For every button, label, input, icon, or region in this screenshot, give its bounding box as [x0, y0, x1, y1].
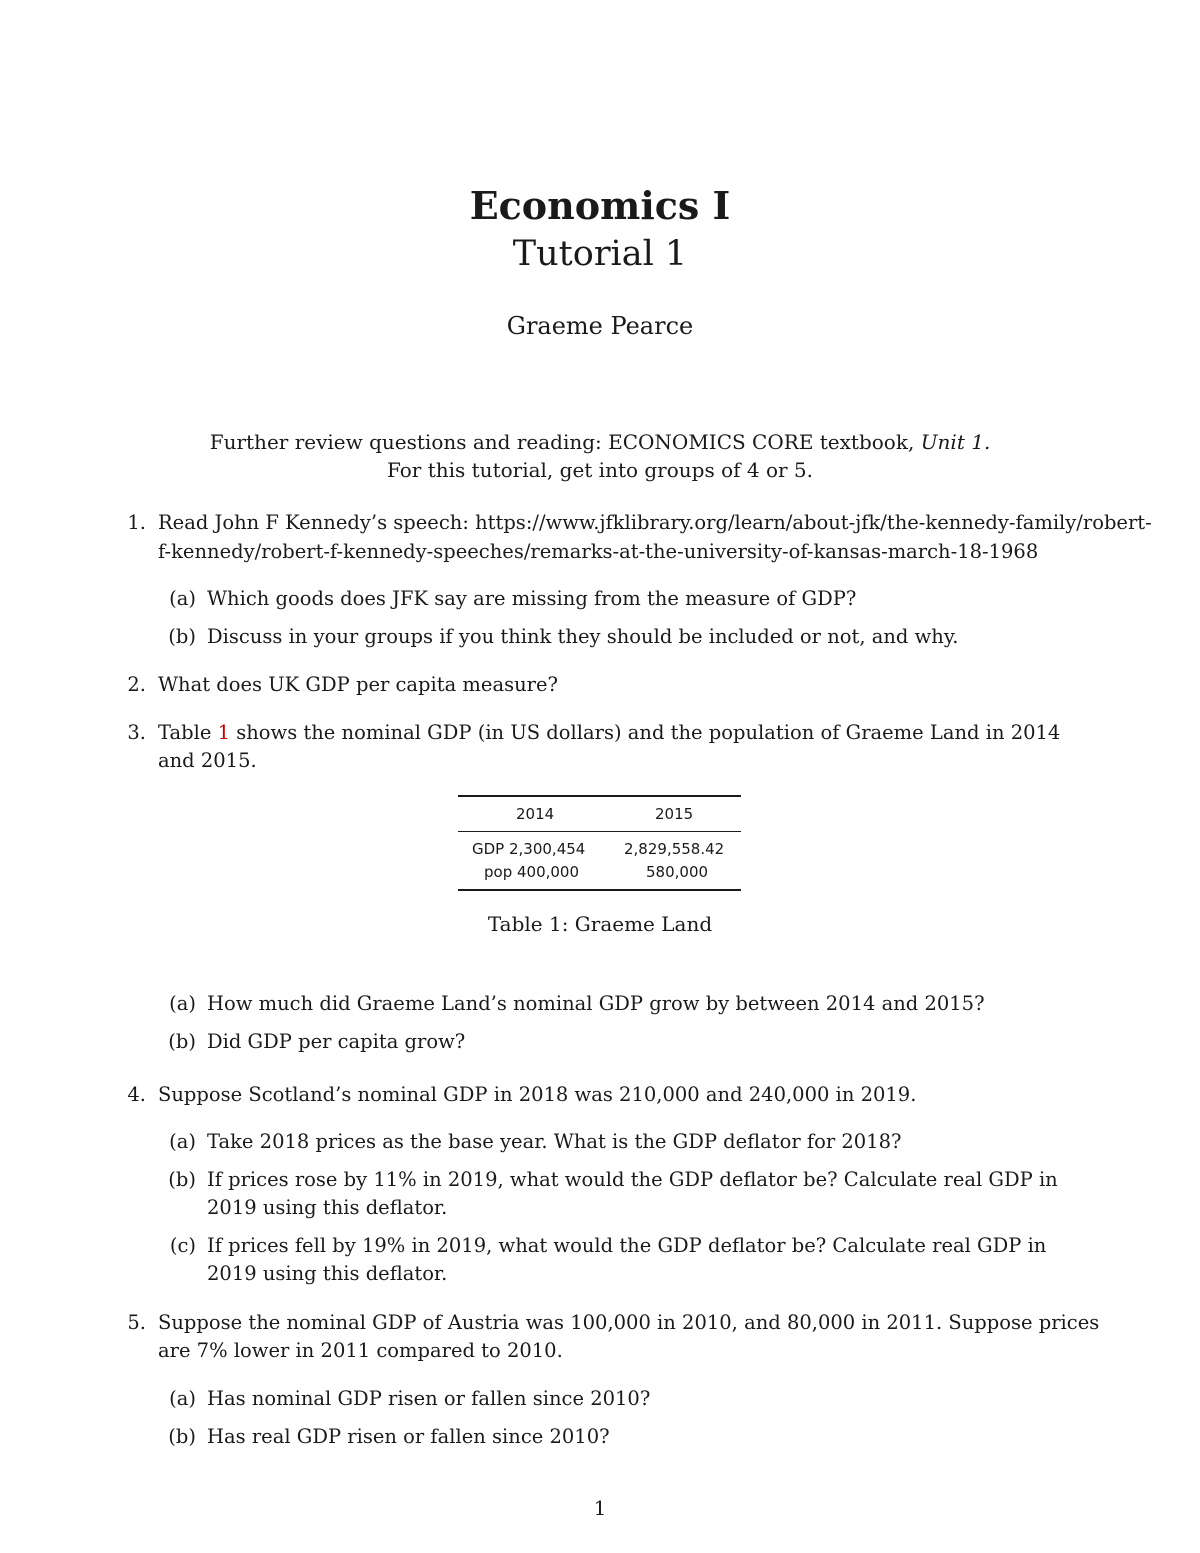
subquestion-text: Did GDP per capita grow? — [207, 1030, 466, 1053]
intro-reading-unit: Unit 1. — [920, 430, 991, 454]
subquestion-label: (b) — [168, 1030, 196, 1053]
subquestion-text: If prices fell by 19% in 2019, what would the GDP deflator be? Calculate real GDP in — [207, 1234, 1047, 1257]
question-text: Suppose the nominal GDP of Austria was 100,000 in 2010, and 80,000 in 2011. Suppose prices — [158, 1311, 1100, 1334]
question-text: What does UK GDP per capita measure? — [158, 673, 558, 696]
subquestion-text-continued: 2019 using this deflator. — [207, 1262, 448, 1285]
table-bottom-rule — [458, 889, 741, 891]
table-cell-pop-2015: 580,000 — [646, 863, 709, 881]
question-text: Read John F Kennedy’s speech: https://www.jfklibrary.org/learn/about-jfk/the-kennedy-family/robert- — [158, 511, 1152, 534]
question-number: 1. — [127, 511, 146, 534]
intro-reading-text: Further review questions and reading: ECONOMICS CORE textbook, — [209, 430, 921, 454]
intro-reading-line — [0, 428, 1200, 456]
question-text-continued: and 2015. — [158, 749, 257, 772]
question-text-continued: are 7% lower in 2011 compared to 2010. — [158, 1339, 563, 1362]
table-header-2015: 2015 — [655, 805, 694, 823]
subquestion-text: Has nominal GDP risen or fallen since 2010? — [207, 1387, 651, 1410]
document-title: Economics I — [469, 183, 731, 228]
table-top-rule — [458, 795, 741, 797]
table-caption: Table 1: Graeme Land — [487, 912, 713, 936]
question-text — [158, 719, 1060, 747]
table-cell-pop-2014: pop 400,000 — [484, 863, 580, 881]
subquestion-text: Discuss in your groups if you think they should be included or not, and why. — [207, 625, 959, 648]
question-number: 4. — [127, 1083, 146, 1106]
subquestion-label: (a) — [169, 587, 196, 610]
subquestion-label: (b) — [168, 1425, 196, 1448]
question-text-end: shows the nominal GDP (in US dollars) and the population of Graeme Land in 2014 — [230, 721, 1061, 744]
subquestion-label: (b) — [168, 1168, 196, 1191]
question-number: 2. — [127, 673, 146, 696]
subquestion-text: Has real GDP risen or fallen since 2010? — [207, 1425, 610, 1448]
table-reference-link[interactable]: 1 — [217, 721, 230, 744]
subquestion-label: (b) — [168, 625, 196, 648]
question-text-start: Table — [158, 721, 218, 744]
subquestion-text: How much did Graeme Land’s nominal GDP grow by between 2014 and 2015? — [207, 992, 985, 1015]
subquestion-label: (a) — [169, 1130, 196, 1153]
table-header-2014: 2014 — [516, 805, 555, 823]
subquestion-text: Which goods does JFK say are missing from the measure of GDP? — [207, 587, 857, 610]
author-name: Graeme Pearce — [506, 312, 694, 340]
document-subtitle: Tutorial 1 — [512, 234, 688, 274]
subquestion-label: (c) — [169, 1234, 196, 1257]
subquestion-label: (a) — [169, 1387, 196, 1410]
question-text-continued: f-kennedy/robert-f-kennedy-speeches/remarks-at-the-university-of-kansas-march-18-1968 — [158, 540, 1039, 563]
subquestion-text-continued: 2019 using this deflator. — [207, 1196, 448, 1219]
intro-groups-line: For this tutorial, get into groups of 4 or 5. — [386, 458, 814, 482]
subquestion-label: (a) — [169, 992, 196, 1015]
subquestion-text: Take 2018 prices as the base year. What is the GDP deflator for 2018? — [207, 1130, 902, 1153]
page-number: 1 — [593, 1496, 607, 1520]
question-number: 5. — [127, 1311, 146, 1334]
table-mid-rule — [458, 831, 741, 832]
subquestion-text: If prices rose by 11% in 2019, what would the GDP deflator be? Calculate real GDP in — [207, 1168, 1058, 1191]
question-number: 3. — [127, 721, 146, 744]
table-cell-gdp-2014: GDP 2,300,454 — [472, 840, 586, 858]
table-cell-gdp-2015: 2,829,558.42 — [624, 840, 725, 858]
question-text: Suppose Scotland’s nominal GDP in 2018 was 210,000 and 240,000 in 2019. — [158, 1083, 917, 1106]
